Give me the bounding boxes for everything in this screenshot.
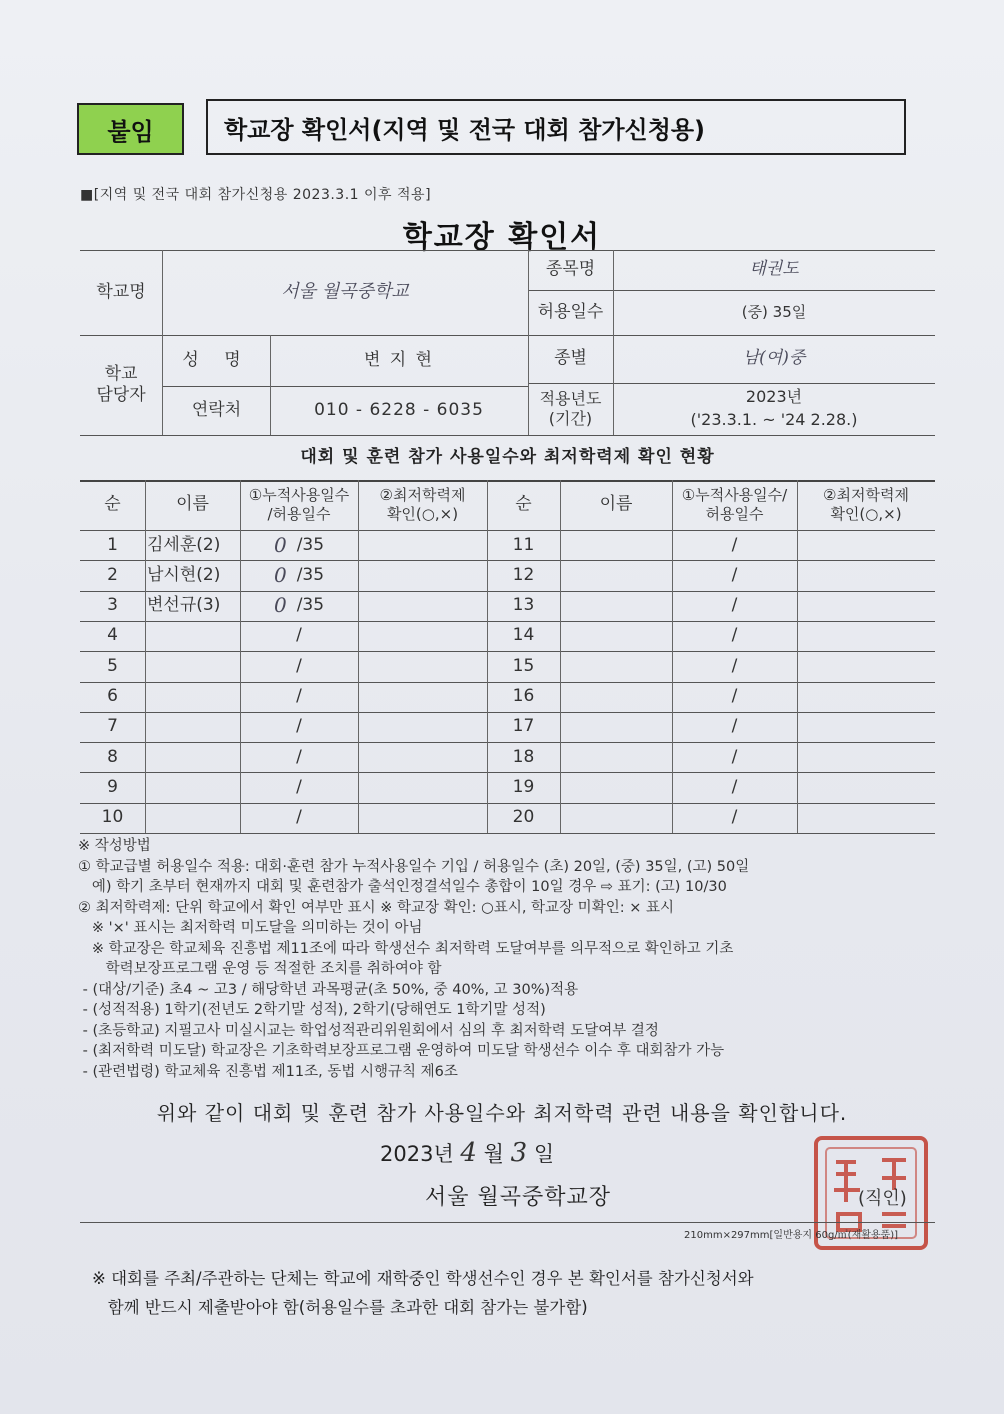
year-period: ('23.3.1. ~ '24 2.28.) (690, 410, 858, 429)
student-name (560, 560, 672, 590)
row-number: 5 (107, 655, 118, 676)
allowed-days-value: (중) 35일 (741, 303, 807, 322)
min-academic-check (797, 651, 935, 681)
section-title: 대회 및 훈련 참가 사용일수와 최저학력제 확인 현황 (300, 447, 715, 467)
allowed-days: / (731, 746, 738, 767)
row-number: 15 (512, 655, 535, 676)
table-header-days2: ①누적사용일수/ 허용일수 (681, 486, 788, 523)
used-days-value: 0 (273, 532, 287, 557)
row-number: 6 (107, 686, 118, 707)
event-value: 태권도 (749, 259, 799, 280)
used-days-cell (240, 621, 358, 651)
used-days-cell (240, 772, 358, 802)
row-number: 16 (512, 686, 535, 707)
allowed-days: / (296, 625, 302, 646)
table-header-days: ①누적사용일수 /허용일수 (248, 486, 350, 523)
writing-guide (78, 836, 948, 1082)
min-academic-check (797, 682, 935, 712)
guide-line: ※ 작성방법 (78, 838, 151, 854)
row-number: 10 (101, 807, 124, 828)
min-academic-check (358, 530, 487, 560)
used-days-cell (240, 742, 358, 772)
allowed-days: / (731, 625, 738, 646)
date-month: 4 (460, 1138, 477, 1168)
date-day: 3 (510, 1138, 528, 1168)
row-number: 1 (107, 534, 118, 555)
table-header-name: 이름 (176, 494, 209, 515)
row-number: 2 (107, 564, 118, 585)
row-number: 11 (512, 534, 535, 555)
allowed-days: / (296, 655, 302, 676)
guide-line: 예) 학기 초부터 현재까지 대회 및 훈련참가 출석인정결석일수 총합이 10일 경우 ⇨ 표기: (고) 10/30 (78, 879, 727, 895)
row-number: 18 (512, 746, 535, 767)
used-days-cell (240, 591, 358, 621)
allowed-days: /35 (296, 534, 325, 555)
guide-line: ① 학교급별 허용일수 적용: 대회·훈련 참가 누적사용일수 기입 / 허용일수 (초) 20일, (중) 35일, (고) 50일 (78, 858, 750, 875)
principal-name: 서울 월곡중학교장 (425, 1185, 612, 1210)
row-number: 19 (512, 776, 535, 797)
name-label: 성 명 (182, 349, 251, 370)
name-value: 변 지 현 (363, 349, 435, 370)
allowed-days: / (296, 807, 302, 828)
min-academic-check (797, 591, 935, 621)
info-line (80, 435, 935, 436)
date-month-label: 월 (483, 1142, 504, 1166)
guide-line: - (관련법령) 학교체육 진흥법 제11조, 동법 시행규칙 제6조 (78, 1063, 458, 1080)
min-academic-check (797, 560, 935, 590)
row-number: 14 (512, 625, 535, 646)
student-name (560, 591, 672, 621)
gender-label: 종별 (554, 348, 587, 369)
contact-label: 연락처 (191, 399, 242, 420)
table-header-name2: 이름 (599, 494, 633, 515)
allowed-days: /35 (296, 564, 325, 585)
student-name (145, 772, 242, 802)
guide-line: - (초등학교) 지필고사 미실시교는 학업성적관리위원회에서 심의 후 최저학력 도달여부 결정 (78, 1022, 659, 1039)
row-number: 9 (107, 776, 118, 797)
footer-line: ※ 대회를 주최/주관하는 단체는 학교에 재학중인 학생선수인 경우 본 확인서를 참가신청서와 (92, 1269, 754, 1288)
used-days-cell (240, 712, 358, 742)
manager-label: 학교 담당자 (96, 363, 146, 405)
school-name-label: 학교명 (96, 281, 146, 302)
gender-value: 남(여)중 (742, 348, 806, 369)
year-value: 2023년 (745, 387, 803, 406)
footer-rule (80, 1222, 935, 1223)
school-name-value: 서울 월곡중학교 (281, 281, 409, 303)
min-academic-check (797, 803, 935, 833)
min-academic-check (358, 651, 487, 681)
seal-label: (직인) (858, 1188, 907, 1209)
used-days-cell (240, 560, 358, 590)
guide-line: ※ 학교장은 학교체육 진흥법 제11조에 따라 학생선수 최저학력 도달여부를 의무적으로 확인하고 기초 (78, 940, 734, 957)
student-name (560, 803, 672, 833)
guide-line: - (대상/기준) 초4 ~ 고3 / 해당학년 과목평균(초 50%, 중 40%, 고 30%)적용 (78, 981, 579, 998)
student-name (560, 621, 672, 651)
footer-line: 함께 반드시 제출받아야 함(허용일수를 초과한 대회 참가는 불가함) (92, 1298, 588, 1317)
min-academic-check (797, 621, 935, 651)
student-name: 변선규(3) (147, 595, 221, 616)
student-name (560, 682, 672, 712)
table-header-check2: ②최저학력제 확인(○,×) (823, 486, 909, 523)
min-academic-check (797, 742, 935, 772)
row-number: 12 (512, 564, 535, 585)
student-name (145, 742, 242, 772)
guide-line: - (최저학력 미도달) 학교장은 기초학력보장프로그램 운영하여 미도달 학생선수 이수 후 대회참가 가능 (78, 1043, 725, 1059)
allowed-days-label: 허용일수 (537, 301, 604, 322)
date-year: 2023년 (380, 1142, 454, 1166)
row-number: 8 (107, 746, 118, 767)
min-academic-check (358, 682, 487, 712)
contact-value: 010 - 6228 - 6035 (314, 399, 484, 420)
allowed-days: / (731, 595, 738, 616)
table-header-no: 순 (104, 494, 121, 515)
student-name (145, 651, 242, 681)
confirmation-statement: 위와 같이 대회 및 훈련 참가 사용일수와 최저학력 관련 내용을 확인합니다. (156, 1101, 848, 1125)
row-number: 13 (512, 595, 535, 616)
used-days-cell (240, 682, 358, 712)
student-name (145, 712, 242, 742)
allowed-days: / (731, 534, 738, 555)
min-academic-check (358, 560, 487, 590)
student-name (145, 682, 242, 712)
allowed-days: / (731, 655, 738, 676)
student-name (145, 621, 242, 651)
min-academic-check (358, 803, 487, 833)
table-header-check: ②최저학력제 확인(○,×) (379, 486, 466, 523)
applicability-note: ■[지역 및 전국 대회 참가신청용 2023.3.1 이후 적용] (80, 187, 432, 203)
min-academic-check (797, 712, 935, 742)
allowed-days: / (296, 746, 302, 767)
student-name: 김세훈(2) (147, 534, 221, 555)
row-number: 20 (512, 807, 535, 828)
guide-line: ※ '×' 표시는 최저학력 미도달을 의미하는 것이 아님 (78, 920, 423, 936)
table-header-no2: 순 (515, 494, 532, 515)
guide-line: - (성적적용) 1학기(전년도 2학기말 성적), 2학기(당해연도 1학기말 성적) (78, 1002, 546, 1018)
min-academic-check (358, 742, 487, 772)
allowed-days: / (731, 776, 738, 797)
guide-line: 학력보장프로그램 운영 등 적절한 조치를 취하여야 함 (78, 961, 442, 977)
student-name (560, 772, 672, 802)
row-number: 3 (107, 595, 118, 616)
allowed-days: / (296, 686, 302, 707)
min-academic-check (358, 712, 487, 742)
allowed-days: / (731, 686, 738, 707)
used-days-value: 0 (273, 562, 287, 587)
allowed-days: / (296, 776, 302, 797)
min-academic-check (358, 621, 487, 651)
row-number: 4 (107, 625, 118, 646)
allowed-days: / (731, 807, 738, 828)
used-days-cell (240, 651, 358, 681)
table-row-line (80, 833, 935, 834)
student-name: 남시현(2) (147, 564, 221, 585)
main-title: 학교장 확인서 (402, 220, 602, 255)
document-title-box: 학교장 확인서(지역 및 전국 대회 참가신청용) (206, 99, 906, 155)
used-days-cell (240, 803, 358, 833)
student-name (145, 803, 242, 833)
student-name (560, 742, 672, 772)
attachment-badge: 붙임 (77, 103, 184, 155)
min-academic-check (797, 530, 935, 560)
allowed-days: / (296, 716, 302, 737)
student-name (560, 530, 672, 560)
used-days-value: 0 (273, 593, 287, 618)
guide-line: ② 최저학력제: 단위 학교에서 확인 여부만 표시 ※ 학교장 확인: ○표시, 학교장 미확인: × 표시 (78, 899, 674, 916)
paper-spec: 210mm×297mm[일반용지 60g/㎡(재활용품)] (684, 1230, 899, 1241)
allowed-days: / (731, 716, 738, 737)
row-number: 7 (107, 716, 118, 737)
used-days-cell (240, 530, 358, 560)
row-number: 17 (512, 716, 535, 737)
submission-note (92, 1264, 754, 1322)
min-academic-check (797, 772, 935, 802)
event-label: 종목명 (545, 259, 596, 280)
allowed-days: /35 (296, 595, 325, 616)
min-academic-check (358, 591, 487, 621)
date-day-label: 일 (533, 1142, 555, 1166)
issue-date (380, 1138, 554, 1168)
student-name (560, 651, 672, 681)
min-academic-check (358, 772, 487, 802)
allowed-days: / (731, 564, 738, 585)
year-label: 적용년도 (기간) (539, 389, 602, 428)
student-name (560, 712, 672, 742)
